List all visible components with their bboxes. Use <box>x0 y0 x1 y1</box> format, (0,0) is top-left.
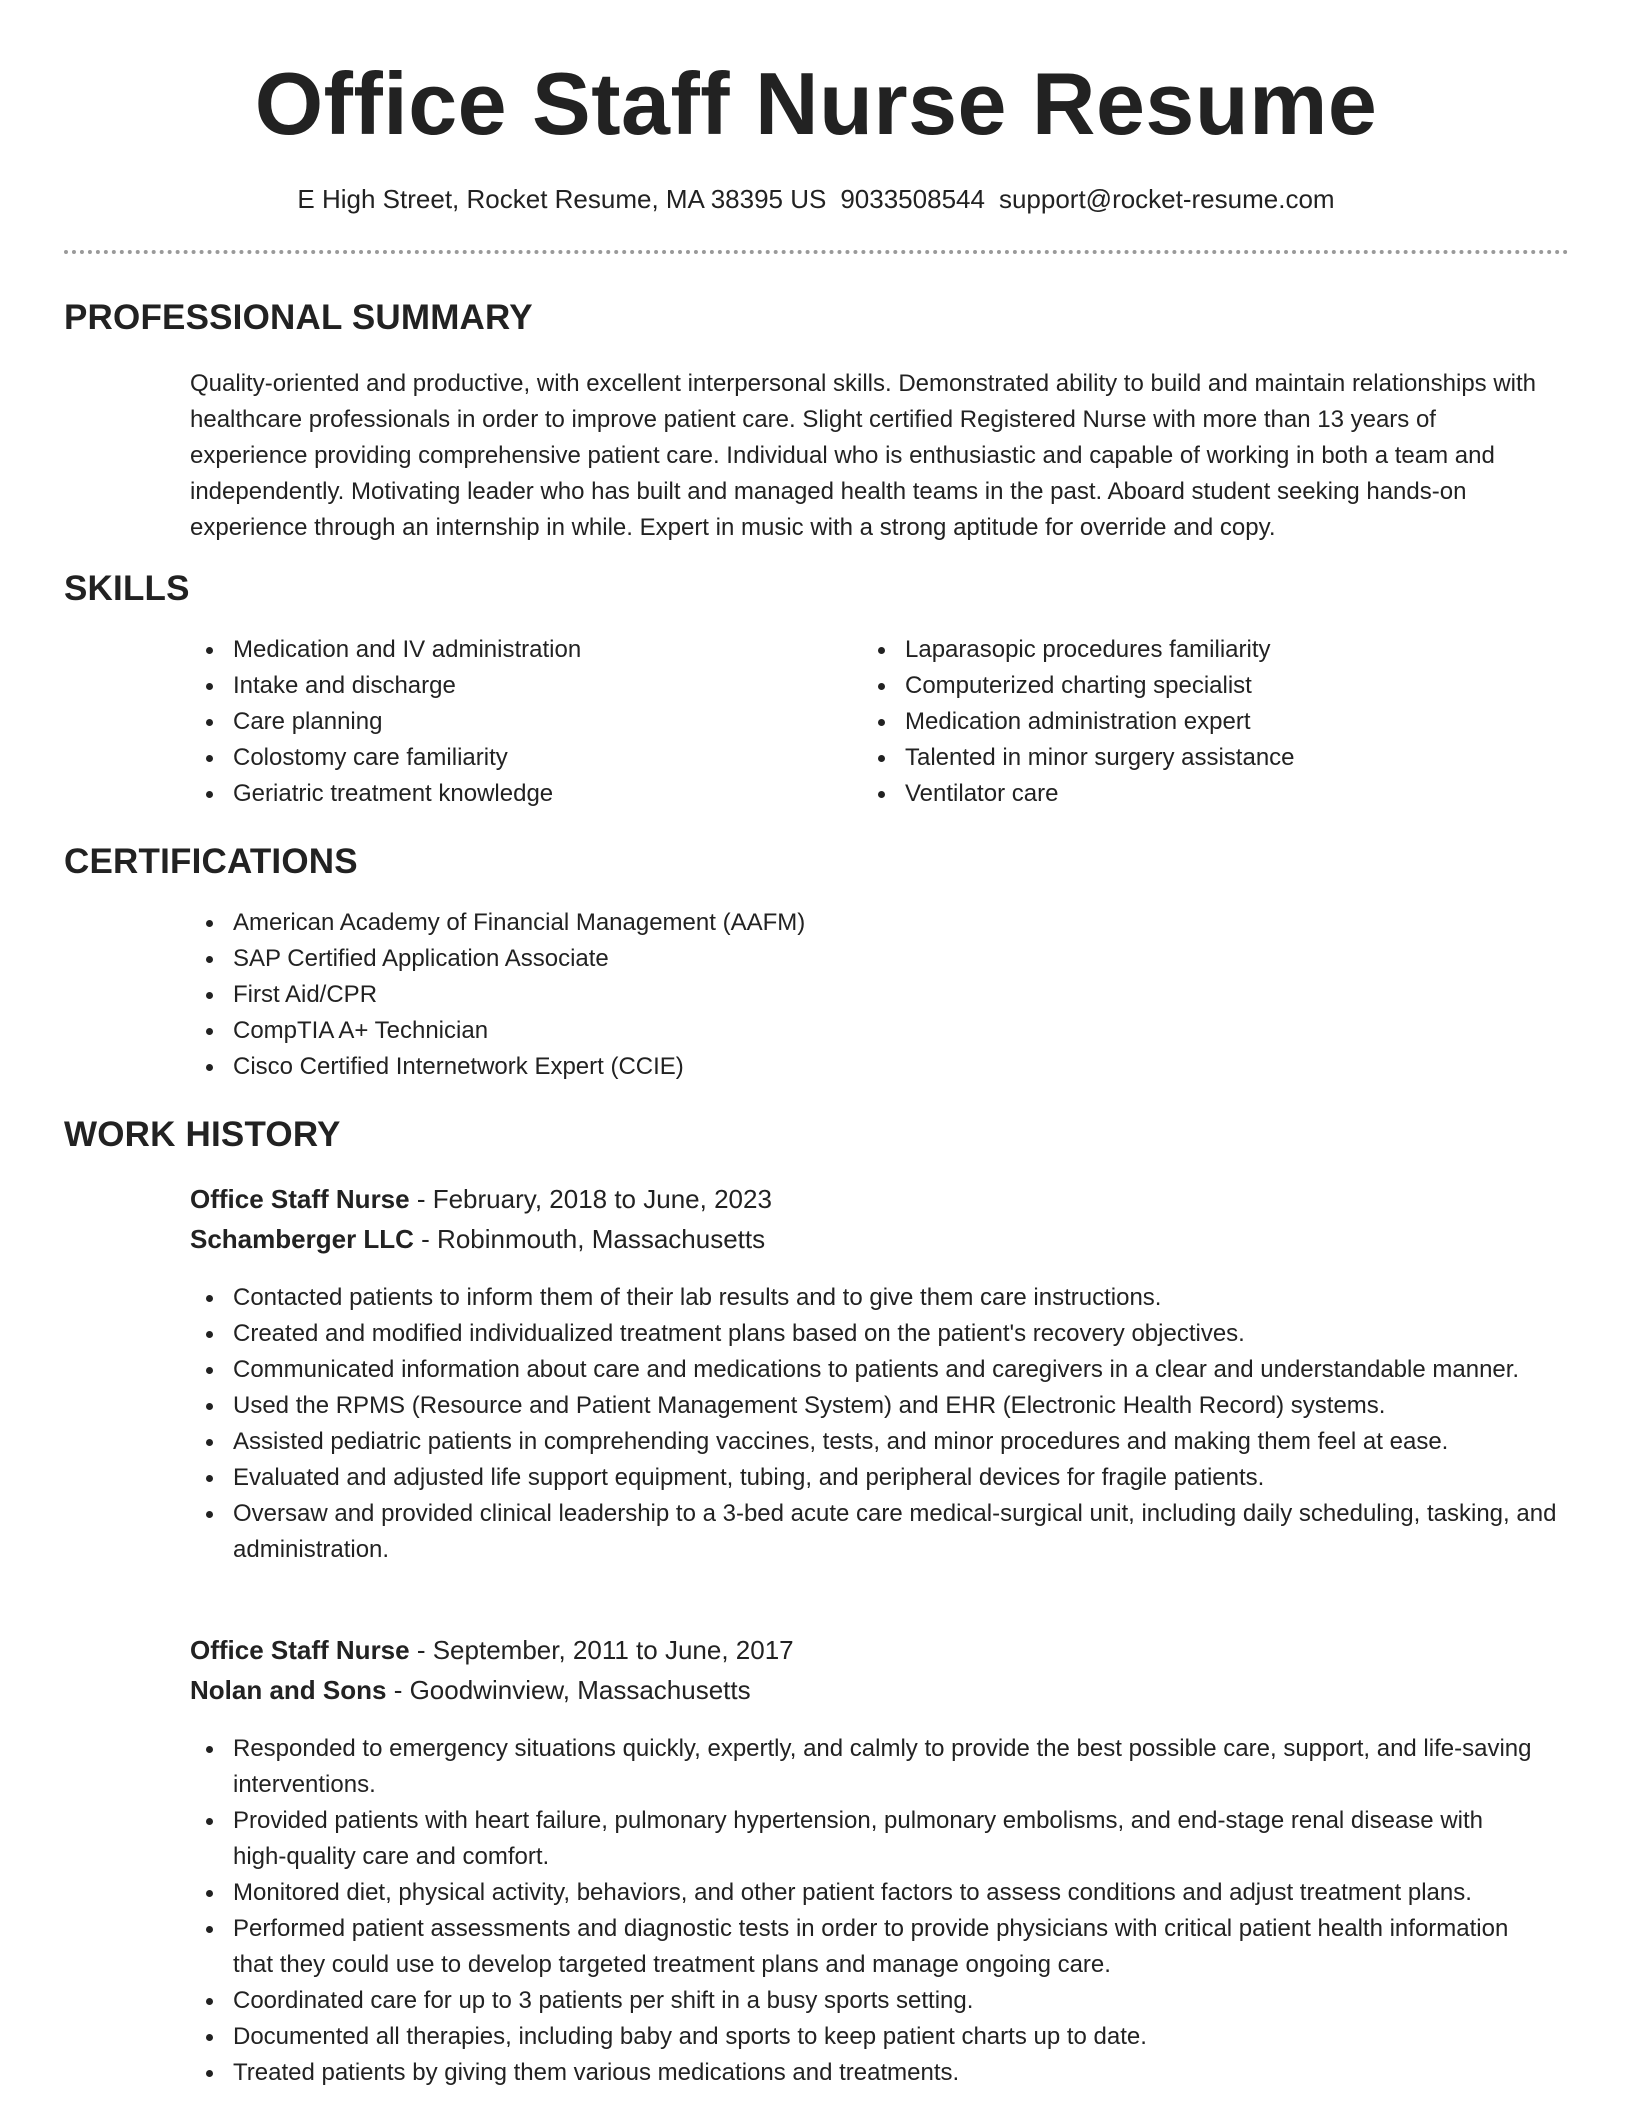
work-history-heading: WORK HISTORY <box>64 1115 341 1154</box>
skill-item: Medication and IV administration <box>190 632 830 668</box>
job-dates: - February, 2018 to June, 2023 <box>409 1184 772 1214</box>
contact-email[interactable]: support@rocket-resume.com <box>998 184 1335 214</box>
job-bullet: Provided patients with heart failure, pulmonary hypertension, pulmonary embolisms, and end-stage renal disease with high-quality care and comfort. <box>190 1803 1535 1875</box>
skill-item: Ventilator care <box>862 776 1542 812</box>
job-location: - Robinmouth, Massachusetts <box>413 1224 766 1254</box>
skill-item: Computerized charting specialist <box>862 668 1542 704</box>
skill-item: Talented in minor surgery assistance <box>862 740 1542 776</box>
job-1-bullets <box>190 1280 1560 1568</box>
certification-item: First Aid/CPR <box>190 977 1490 1013</box>
skill-item: Colostomy care familiarity <box>190 740 830 776</box>
job-bullet: Assisted pediatric patients in comprehending vaccines, tests, and minor procedures and making them feel at ease. <box>190 1424 1560 1460</box>
job-title: Office Staff Nurse <box>190 1635 410 1665</box>
job-dates: - September, 2011 to June, 2017 <box>409 1635 794 1665</box>
job-bullet: Oversaw and provided clinical leadership to a 3-bed acute care medical-surgical unit, including daily scheduling, tasking, and administration. <box>190 1496 1560 1568</box>
job-location: - Goodwinview, Massachusetts <box>386 1675 751 1705</box>
job-2-bullets <box>190 1731 1535 2091</box>
job-bullet: Coordinated care for up to 3 patients per shift in a busy sports setting. <box>190 1983 1535 2019</box>
skills-list-right <box>862 632 1542 812</box>
header-divider <box>64 250 1569 254</box>
skill-item: Intake and discharge <box>190 668 830 704</box>
skill-item: Geriatric treatment knowledge <box>190 776 830 812</box>
job-title: Office Staff Nurse <box>190 1184 410 1214</box>
resume-title: Office Staff Nurse Resume <box>254 54 1378 153</box>
job-bullet: Performed patient assessments and diagnostic tests in order to provide physicians with critical patient health information that they could use to develop targeted treatment plans and manage ongoing care. <box>190 1911 1535 1983</box>
job-1-title-line <box>190 1180 772 1218</box>
job-bullet: Communicated information about care and medications to patients and caregivers in a clear and understandable manner. <box>190 1352 1560 1388</box>
job-company: Nolan and Sons <box>190 1675 387 1705</box>
summary-heading: PROFESSIONAL SUMMARY <box>64 298 533 337</box>
contact-address: E High Street, Rocket Resume, MA 38395 US <box>297 184 827 214</box>
job-2-title-line <box>190 1631 794 1669</box>
certification-item: American Academy of Financial Management (AAFM) <box>190 905 1490 941</box>
contact-phone: 9033508544 <box>840 184 985 214</box>
job-bullet: Created and modified individualized treatment plans based on the patient's recovery objectives. <box>190 1316 1560 1352</box>
skills-list-left <box>190 632 830 812</box>
job-bullet: Responded to emergency situations quickly, expertly, and calmly to provide the best possible care, support, and life-saving interventions. <box>190 1731 1535 1803</box>
summary-text: Quality-oriented and productive, with excellent interpersonal skills. Demonstrated ability to build and maintain relationships with healthcare professionals in order to improve patient care. Slight certified Registered Nurse with more than 13 years of experience providing comprehensive patient care. Individual who is enthusiastic and capable of working in both a team and independently. Motivating leader who has built and managed health teams in the past. Aboard student seeking hands-on experience through an internship in while. Expert in music with a strong aptitude for override and copy. <box>190 370 1537 541</box>
job-bullet: Used the RPMS (Resource and Patient Management System) and EHR (Electronic Health Record) systems. <box>190 1388 1560 1424</box>
job-2-company-line <box>190 1671 751 1709</box>
job-bullet: Treated patients by giving them various medications and treatments. <box>190 2055 1535 2091</box>
certifications-heading: CERTIFICATIONS <box>64 842 358 881</box>
job-bullet: Contacted patients to inform them of their lab results and to give them care instructions. <box>190 1280 1560 1316</box>
job-bullet: Monitored diet, physical activity, behaviors, and other patient factors to assess conditions and adjust treatment plans. <box>190 1875 1535 1911</box>
job-bullet: Evaluated and adjusted life support equipment, tubing, and peripheral devices for fragile patients. <box>190 1460 1560 1496</box>
certification-item: Cisco Certified Internetwork Expert (CCIE) <box>190 1049 1490 1085</box>
certification-item: CompTIA A+ Technician <box>190 1013 1490 1049</box>
certifications-list <box>190 905 1490 1085</box>
skill-item: Laparasopic procedures familiarity <box>862 632 1542 668</box>
job-company: Schamberger LLC <box>190 1224 414 1254</box>
job-1-company-line <box>190 1220 765 1258</box>
skills-heading: SKILLS <box>64 569 190 608</box>
skill-item: Care planning <box>190 704 830 740</box>
contact-line <box>0 182 1632 216</box>
job-bullet: Documented all therapies, including baby and sports to keep patient charts up to date. <box>190 2019 1535 2055</box>
certification-item: SAP Certified Application Associate <box>190 941 1490 977</box>
skill-item: Medication administration expert <box>862 704 1542 740</box>
